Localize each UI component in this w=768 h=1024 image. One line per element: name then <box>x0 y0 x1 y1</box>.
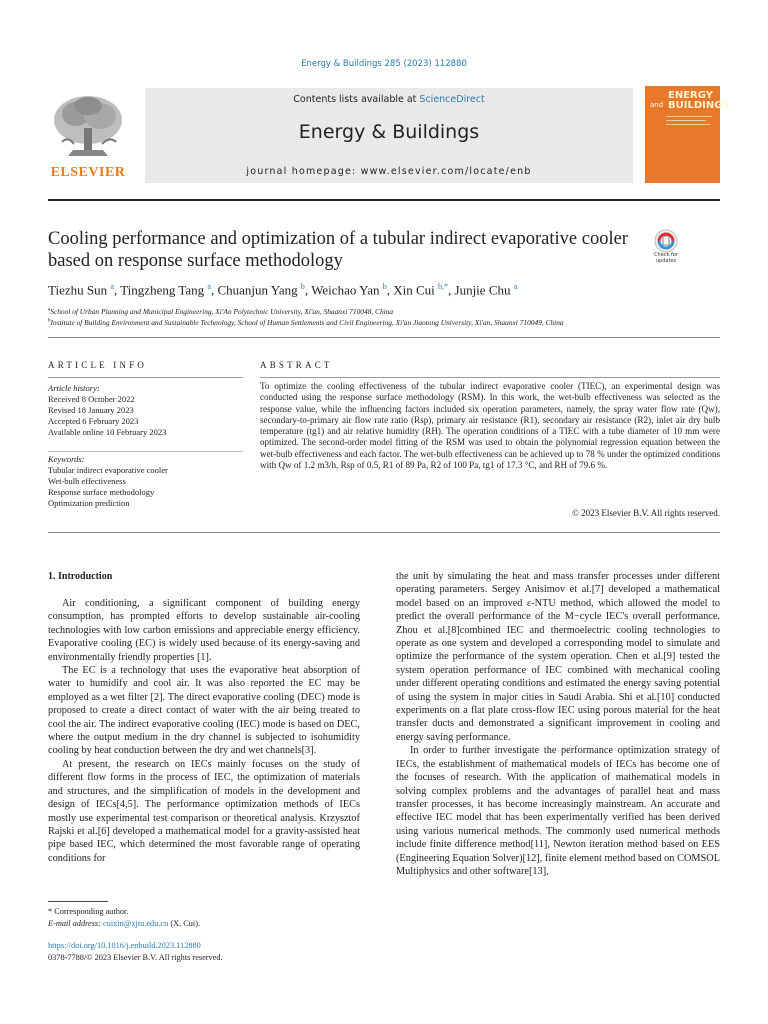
author-affiliation-mark[interactable]: a <box>207 282 211 291</box>
body-column-right <box>396 570 720 878</box>
affiliation-a <box>48 307 738 316</box>
check-for-updates-label: Check for updates <box>654 252 678 264</box>
article-info-heading: ARTICLE INFO <box>48 360 148 370</box>
journal-homepage-link[interactable]: journal homepage: www.elsevier.com/locate/enb <box>246 166 532 177</box>
history-received: Received 8 October 2022 <box>48 394 135 404</box>
sciencedirect-link[interactable]: ScienceDirect <box>419 94 485 105</box>
abstract-divider <box>260 377 720 378</box>
abstract-body: To optimize the cooling effectiveness of the tubular indirect evaporative cooler (TIEC), an experimental design was conducted using the response surface methodology (RSM). In this work, the wet-bulb effectiveness was selected as the response value, while the influencing factors included six operation parameters, namely, the spray water flow rate (Qw), secondary-to-primary air flow rate ratio (Rsp), primary air resistance (R1), secondary air resistance (R2), inlet air dry bulb temperature (tg1) and air relative humidity (RH). The operation conditions of a TIEC with a tube diameter of 10 mm were optimized. The second-order model fitting of the RSM was used to obtain the polynomial regression equation between the wet-bulb effectiveness and each factor. The wet-bulb effectiveness can be achieved up to 78 % under the optimized conditions with Qw of 1.2 m3/h, Rsp of 0.5, R1 of 89 Pa, R2 of 100 Pa, tg1 of 17.3 °C, and RH of 79.6 %. <box>260 381 720 470</box>
keyword-item: Response surface methodology <box>48 487 155 497</box>
author-name[interactable]: Chuanjun Yang <box>217 282 298 298</box>
footnote <box>48 906 368 929</box>
author-affiliation-mark[interactable]: b <box>382 282 387 291</box>
contents-prefix: Contents lists available at <box>293 94 420 105</box>
body-paragraph: At present, the research on IECs mainly focuses on the study of different flow forms in the process of IEC, the optimization of materials and structures, and the simplification of models in the development and design of IECs[4,5]. The performance optimization methods of IECs mostly use experimental test comparison or theoretical analysis. Krzysztof Rajski et al.[6] developed a mathematical model for a gravity-assisted heat pipe based IEC, which determined the most favorable range of operating conditions for <box>48 758 360 864</box>
author-name[interactable]: Weichao Yan <box>311 282 380 298</box>
cover-decoration <box>666 116 712 117</box>
affiliation-mark: b <box>48 318 51 324</box>
email-line <box>48 918 368 930</box>
article-title: Cooling performance and optimization of a tubular indirect evaporative cooler based on response surface methodology <box>48 229 628 271</box>
footnote-divider <box>48 901 108 902</box>
email-link[interactable]: cuixin@xjtu.edu.cn <box>103 918 169 928</box>
keyword-item: Wet-bulb effectiveness <box>48 476 126 486</box>
history-revised: Revised 18 January 2023 <box>48 405 134 415</box>
cover-title-and: and <box>650 101 664 109</box>
abstract-bottom-divider <box>48 532 720 533</box>
abstract-heading: ABSTRACT <box>260 360 333 370</box>
keyword-item: Tubular indirect evaporative cooler <box>48 465 168 475</box>
author-name[interactable]: Junjie Chu <box>454 282 511 298</box>
journal-title: Energy & Buildings <box>298 121 480 143</box>
author-name[interactable]: Tingzheng Tang <box>120 282 205 298</box>
affiliation-text: School of Urban Planning and Municipal Engineering, Xi'An Polytechnic University, Xi'an, Shaanxi 710048, China <box>50 307 394 316</box>
keyword-item: Optimization prediction <box>48 498 130 508</box>
body-paragraph: The EC is a technology that uses the evaporative heat absorption of water to humidify and cool air. It was also reported the EC may be employed as a wet filter [2]. The direct evaporative cooling (DEC) mode is proposed to create a direct contact of water with the air being treated to cool the air. The indirect evaporative cooling (IEC) mode is based on DEC, where the output medium in the dry channel is subjected to isohumidity cooling by heat conduction between the dry and wet channels[3]. <box>48 665 360 757</box>
contents-line <box>145 94 633 105</box>
header-divider <box>48 199 720 201</box>
author-name[interactable]: Xin Cui <box>393 282 435 298</box>
body-paragraph: In order to further investigate the performance optimization strategy of IECs, the establishment of mathematical models of IECs has become one of the focuses of research. With the application of mathematical models in solving complex problems and the advantages of parallel heat and mass transfer processes, it has become increasingly mainstream. An accurate and effective IEC model that has been experimentally verified has been derived using various numerical methods. The commonly used numerical methods include finite difference method[11], Newton iteration method based on EES (Engineering Equation Solver)[12], finite element method based on COMSOL Multiphysics and other software[13], <box>396 745 720 877</box>
keywords-divider <box>48 451 243 452</box>
body-paragraph: the unit by simulating the heat and mass transfer processes under different operating parameters. Sergey Anisimov et al.[7] developed a mathematical model based on an improved ε-NTU method, which allowed the model to predict the overall performance of the M−cycle IEC's overall performance. Zhou et al.[8]combined IEC and thermoelectric cooling technologies to operate as one system and developed a corresponding model to simulate and optimize the performance of the system operation. Chen et al.[9] tested the system operation performance of IEC combined with mechanical cooling under different operating conditions and estimated the energy saving potential of using the system in major cities in Saudi Arabia. Shi et al.[10] conducted experiments on a flat plate cross-flow IEC using porous material for the heat transfer ducts and demonstrated a significant improvement in cooling and energy saving performance. <box>396 571 720 743</box>
author-affiliation-mark[interactable]: a <box>513 282 518 291</box>
affiliation-b <box>48 318 738 327</box>
cover-decoration <box>666 124 710 125</box>
email-label: E-mail address: <box>48 918 103 928</box>
title-divider <box>48 337 720 338</box>
author-affiliation-mark[interactable]: a <box>110 282 114 291</box>
corresponding-author-note: * Corresponding author. <box>48 907 129 916</box>
journal-citation-link[interactable]: Energy & Buildings 285 (2023) 112880 <box>301 59 467 69</box>
article-history-label: Article history: <box>48 383 100 393</box>
affiliation-text: Institute of Building Environment and Sustainable Technology, School of Human Settlements and Civil Engineering, Xi'an Jiaotong University, Xi'an, Shaanxi 710049, China <box>50 318 564 327</box>
keywords-label: Keywords: <box>48 454 85 464</box>
doi-link[interactable]: https://doi.org/10.1016/j.enbuild.2023.112880 <box>48 941 201 950</box>
issn-copyright: 0378-7788/© 2023 Elsevier B.V. All rights reserved. <box>48 953 223 962</box>
author-affiliation-mark[interactable]: b <box>300 282 305 291</box>
body-paragraph: Air conditioning, a significant component of building energy consumption, has prompted efforts to develop sustainable air-cooling technologies with low carbon emissions and appreciable energy efficiency. Evaporative cooling (EC) is widely used because of its energy-saving and environmentally friendly properties [1]. <box>48 598 360 663</box>
author-list: Tiezhu Sun $^a$, Tingzheng Tang $^a$, Chuanjun Yang $^b$, Weichao Yan $^b$, Xin Cui $^{b,*}$, Junjie Chu $^a$ <box>48 282 518 298</box>
author-name[interactable]: Tiezhu Sun <box>48 282 108 298</box>
cover-title-line2: BUILDINGS <box>668 100 730 111</box>
body-column-left <box>48 597 360 865</box>
introduction-heading: 1. Introduction <box>48 571 113 582</box>
author-affiliation-mark[interactable]: b,* <box>438 282 449 291</box>
history-online: Available online 10 February 2023 <box>48 427 167 437</box>
elsevier-wordmark: ELSEVIER <box>50 165 126 180</box>
cover-title-line1: ENERGY <box>668 90 713 101</box>
affiliation-mark: a <box>48 307 51 313</box>
cover-decoration <box>666 120 706 121</box>
abstract-copyright: © 2023 Elsevier B.V. All rights reserved. <box>572 508 720 518</box>
email-suffix: (X. Cui). <box>168 918 201 928</box>
history-accepted: Accepted 6 February 2023 <box>48 416 139 426</box>
article-info-divider <box>48 377 243 378</box>
